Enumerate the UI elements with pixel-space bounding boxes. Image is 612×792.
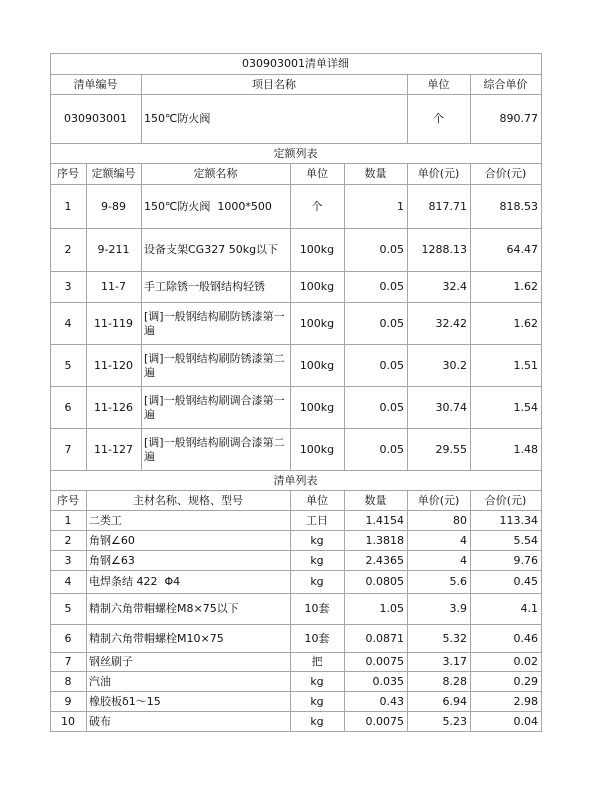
material-unit-price: 5.23 <box>408 712 471 732</box>
material-unit: kg <box>291 712 345 732</box>
quota-row <box>51 185 542 229</box>
material-unit: kg <box>291 672 345 692</box>
quota-name: [调]一般钢结构刷调合漆第二遍 <box>142 429 291 471</box>
material-unit-price: 6.94 <box>408 692 471 712</box>
quota-unit-price: 1288.13 <box>408 229 471 272</box>
material-total-header: 合价(元) <box>471 491 542 511</box>
material-no: 6 <box>51 625 87 653</box>
quota-total: 1.54 <box>471 387 542 429</box>
materials-section-row <box>51 471 542 491</box>
item-row <box>51 95 542 144</box>
material-unit-header: 单位 <box>291 491 345 511</box>
quota-unit: 100kg <box>291 272 345 303</box>
quota-row <box>51 429 542 471</box>
material-qty: 2.4365 <box>345 551 408 571</box>
material-unit: kg <box>291 692 345 712</box>
quota-header-row <box>51 164 542 185</box>
quota-name-header: 定额名称 <box>142 164 291 185</box>
material-qty-header: 数量 <box>345 491 408 511</box>
item-header-row <box>51 75 542 95</box>
quota-no: 4 <box>51 303 87 345</box>
quota-total: 64.47 <box>471 229 542 272</box>
quota-total: 1.62 <box>471 272 542 303</box>
material-name: 角钢∠63 <box>87 551 291 571</box>
material-no: 2 <box>51 531 87 551</box>
material-no-header: 序号 <box>51 491 87 511</box>
material-total: 9.76 <box>471 551 542 571</box>
quota-total: 1.62 <box>471 303 542 345</box>
material-unit: 10套 <box>291 625 345 653</box>
material-qty: 0.0805 <box>345 571 408 594</box>
quota-no: 7 <box>51 429 87 471</box>
material-unit-price: 3.17 <box>408 653 471 672</box>
quota-unit: 100kg <box>291 387 345 429</box>
material-name: 精制六角带帽螺栓M8×75以下 <box>87 594 291 625</box>
quota-unit-price-header: 单价(元) <box>408 164 471 185</box>
material-name: 电焊条结 422 Φ4 <box>87 571 291 594</box>
quota-qty: 1 <box>345 185 408 229</box>
material-total: 0.46 <box>471 625 542 653</box>
quota-code-header: 定额编号 <box>87 164 142 185</box>
item-name-header: 项目名称 <box>142 75 408 95</box>
quota-name: [调]一般钢结构刷调合漆第一遍 <box>142 387 291 429</box>
quota-name: [调]一般钢结构刷防锈漆第一遍 <box>142 303 291 345</box>
material-unit: kg <box>291 571 345 594</box>
material-name: 钢丝刷子 <box>87 653 291 672</box>
material-row <box>51 672 542 692</box>
material-no: 1 <box>51 511 87 531</box>
quota-qty: 0.05 <box>345 429 408 471</box>
material-unit-price: 5.6 <box>408 571 471 594</box>
table-title: 030903001清单详细 <box>51 54 542 75</box>
material-name: 橡胶板δ1～15 <box>87 692 291 712</box>
material-total: 0.02 <box>471 653 542 672</box>
material-total: 113.34 <box>471 511 542 531</box>
quota-total: 1.48 <box>471 429 542 471</box>
material-row <box>51 692 542 712</box>
material-row <box>51 625 542 653</box>
material-name: 精制六角带帽螺栓M10×75 <box>87 625 291 653</box>
material-total: 0.04 <box>471 712 542 732</box>
material-name: 汽油 <box>87 672 291 692</box>
quota-unit-price: 817.71 <box>408 185 471 229</box>
material-total: 2.98 <box>471 692 542 712</box>
material-row <box>51 571 542 594</box>
material-total: 4.1 <box>471 594 542 625</box>
quota-row <box>51 272 542 303</box>
material-unit-price: 4 <box>408 531 471 551</box>
material-unit-price-header: 单价(元) <box>408 491 471 511</box>
material-unit-price: 8.28 <box>408 672 471 692</box>
material-qty: 1.4154 <box>345 511 408 531</box>
material-no: 10 <box>51 712 87 732</box>
quota-row <box>51 345 542 387</box>
material-qty: 0.43 <box>345 692 408 712</box>
quota-code: 9-89 <box>87 185 142 229</box>
material-row <box>51 653 542 672</box>
quota-total: 1.51 <box>471 345 542 387</box>
material-unit-price: 80 <box>408 511 471 531</box>
item-code-header: 清单编号 <box>51 75 142 95</box>
quota-no: 5 <box>51 345 87 387</box>
material-unit-price: 5.32 <box>408 625 471 653</box>
quota-code: 11-127 <box>87 429 142 471</box>
material-no: 8 <box>51 672 87 692</box>
title-row <box>51 54 542 75</box>
quota-no-header: 序号 <box>51 164 87 185</box>
quota-section-row <box>51 144 542 164</box>
material-qty: 1.05 <box>345 594 408 625</box>
material-unit-price: 3.9 <box>408 594 471 625</box>
quota-qty: 0.05 <box>345 345 408 387</box>
material-unit-price: 4 <box>408 551 471 571</box>
quota-qty: 0.05 <box>345 387 408 429</box>
material-unit: kg <box>291 531 345 551</box>
quota-code: 11-7 <box>87 272 142 303</box>
quota-row <box>51 387 542 429</box>
quota-unit-price: 32.42 <box>408 303 471 345</box>
material-unit: 10套 <box>291 594 345 625</box>
material-row <box>51 551 542 571</box>
quota-code: 11-119 <box>87 303 142 345</box>
material-row <box>51 511 542 531</box>
material-name: 二类工 <box>87 511 291 531</box>
material-qty: 1.3818 <box>345 531 408 551</box>
quota-name: [调]一般钢结构刷防锈漆第二遍 <box>142 345 291 387</box>
quota-code: 11-120 <box>87 345 142 387</box>
material-no: 4 <box>51 571 87 594</box>
quota-code: 9-211 <box>87 229 142 272</box>
material-total: 0.29 <box>471 672 542 692</box>
material-name: 角钢∠60 <box>87 531 291 551</box>
quota-unit: 100kg <box>291 345 345 387</box>
item-code: 030903001 <box>51 95 142 144</box>
item-name: 150℃防火阀 <box>142 95 408 144</box>
quota-total: 818.53 <box>471 185 542 229</box>
quota-unit: 100kg <box>291 429 345 471</box>
bill-detail-table <box>50 53 542 732</box>
materials-section-title: 清单列表 <box>51 471 542 491</box>
material-no: 7 <box>51 653 87 672</box>
quota-no: 6 <box>51 387 87 429</box>
quota-no: 1 <box>51 185 87 229</box>
quota-unit-price: 29.55 <box>408 429 471 471</box>
material-unit: kg <box>291 551 345 571</box>
quota-no: 2 <box>51 229 87 272</box>
material-name-header: 主材名称、规格、型号 <box>87 491 291 511</box>
material-unit: 把 <box>291 653 345 672</box>
quota-unit-price: 32.4 <box>408 272 471 303</box>
material-total: 5.54 <box>471 531 542 551</box>
material-qty: 0.0075 <box>345 712 408 732</box>
quota-section-title: 定额列表 <box>51 144 542 164</box>
quota-qty: 0.05 <box>345 229 408 272</box>
material-unit: 工日 <box>291 511 345 531</box>
material-row <box>51 594 542 625</box>
quota-qty: 0.05 <box>345 272 408 303</box>
material-row <box>51 531 542 551</box>
material-qty: 0.0075 <box>345 653 408 672</box>
quota-name: 150℃防火阀 1000*500 <box>142 185 291 229</box>
material-name: 破布 <box>87 712 291 732</box>
quota-row <box>51 303 542 345</box>
material-qty: 0.035 <box>345 672 408 692</box>
item-price: 890.77 <box>471 95 542 144</box>
quota-unit-price: 30.74 <box>408 387 471 429</box>
material-total: 0.45 <box>471 571 542 594</box>
material-qty: 0.0871 <box>345 625 408 653</box>
quota-qty-header: 数量 <box>345 164 408 185</box>
material-row <box>51 712 542 732</box>
materials-header-row <box>51 491 542 511</box>
quota-no: 3 <box>51 272 87 303</box>
item-price-header: 综合单价 <box>471 75 542 95</box>
material-no: 3 <box>51 551 87 571</box>
quota-unit-price: 30.2 <box>408 345 471 387</box>
quota-unit-header: 单位 <box>291 164 345 185</box>
quota-row <box>51 229 542 272</box>
item-unit: 个 <box>408 95 471 144</box>
material-no: 5 <box>51 594 87 625</box>
quota-unit: 100kg <box>291 229 345 272</box>
quota-qty: 0.05 <box>345 303 408 345</box>
material-no: 9 <box>51 692 87 712</box>
item-unit-header: 单位 <box>408 75 471 95</box>
quota-total-header: 合价(元) <box>471 164 542 185</box>
quota-unit: 个 <box>291 185 345 229</box>
quota-code: 11-126 <box>87 387 142 429</box>
quota-name: 手工除锈一般钢结构轻锈 <box>142 272 291 303</box>
quota-unit: 100kg <box>291 303 345 345</box>
quota-name: 设备支架CG327 50kg以下 <box>142 229 291 272</box>
